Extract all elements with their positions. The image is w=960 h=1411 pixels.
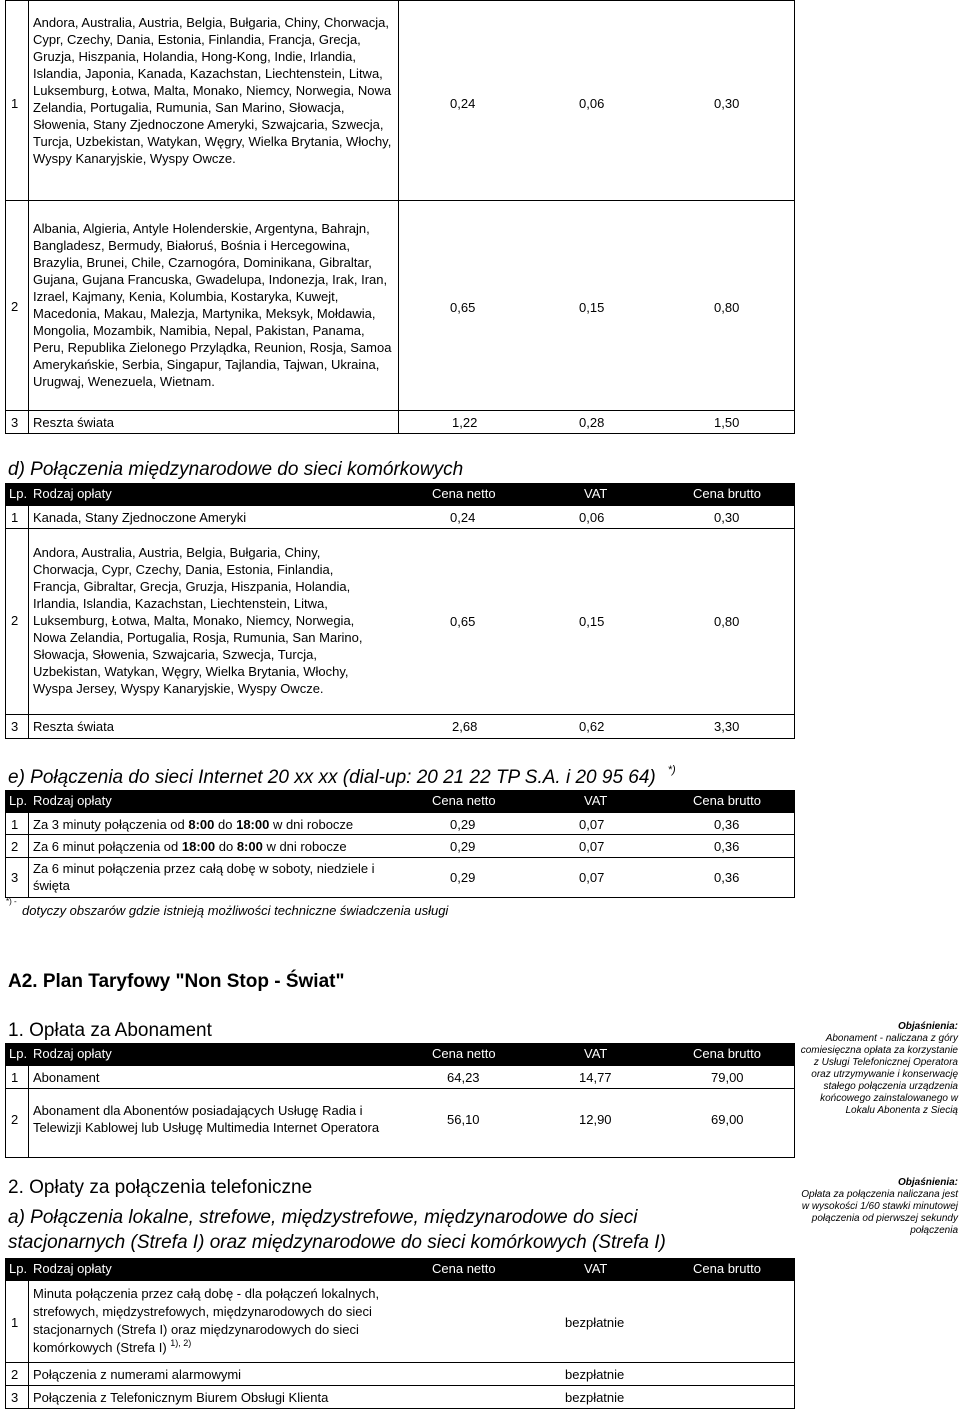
price-brutto: 3,30 xyxy=(714,719,740,734)
row-lp: 3 xyxy=(11,415,19,430)
price-netto: 0,29 xyxy=(450,839,476,854)
price-vat: 0,06 xyxy=(579,510,605,525)
row-lp: 2 xyxy=(11,613,19,628)
header-rodzaj: Rodzaj opłaty xyxy=(33,793,112,808)
price-netto: 1,22 xyxy=(452,415,478,430)
table-header xyxy=(5,1043,795,1065)
price-vat: 0,07 xyxy=(579,839,605,854)
price-brutto: 0,80 xyxy=(714,614,740,629)
row-lp: 3 xyxy=(11,719,19,734)
header-vat: VAT xyxy=(584,1046,608,1061)
row-lp: 2 xyxy=(11,839,19,854)
section-2-subtitle: a) Połączenia lokalne, strefowe, międzystrefowe, międzynarodowe do sieci stacjonarnych (Strefa I) oraz międzynarodowe do sieci komórkowych (Strefa I) xyxy=(8,1207,666,1253)
table-header xyxy=(5,790,795,812)
header-brutto: Cena brutto xyxy=(693,1046,761,1061)
header-netto: Cena netto xyxy=(432,1261,496,1276)
country-list: Albania, Algieria, Antyle Holenderskie, Argentyna, Bahrajn, Bangladesz, Bermudy, Białoruś, Bośnia i Hercegowina, Brazylia, Brunei, Chile, Czarnogóra, Dominikana, Gibraltar, Gujana, Gujana Francuska, Gwadelupa, Indonezja, Irak, Iran, Izrael, Kajmany, Kenia, Kolumbia, Kostaryka, Kuwejt, Macedonia, Makau, Malezja, Martynika, Meksyk, Mołdawia, Mongolia, Mozambik, Namibia, Nepal, Pakistan, Panama, Peru, Republika Zielonego Przylądka, Reunion, Rosja, Samoa Amerykańskie, Serbia, Singapur, Tajlandia, Tajwan, Ukraina, Urugwaj, Wenezuela, Wietnam. xyxy=(33,221,392,389)
price-brutto: 79,00 xyxy=(711,1070,744,1085)
row-lp: 1 xyxy=(11,1070,19,1085)
price-vat: 0,07 xyxy=(579,817,605,832)
calls-note xyxy=(798,1177,958,1237)
header-lp: Lp. xyxy=(9,1046,28,1061)
row-label: Za 6 minut połączenia przez całą dobę w soboty, niedziele i święta xyxy=(33,861,375,893)
section-e-title-text: e) Połączenia do sieci Internet 20 xx xx (dial-up: 20 21 22 TP S.A. i 20 95 64) xyxy=(8,767,656,788)
header-vat: VAT xyxy=(584,793,608,808)
row-label: Za 3 minuty połączenia od 8:00 do 18:00 w dni robocze xyxy=(33,817,354,832)
price-vat: 0,28 xyxy=(579,415,605,430)
price-free: bezpłatnie xyxy=(565,1367,625,1382)
row-label: Abonament dla Abonentów posiadających Usługę Radia i Telewizji Kablowej lub Usługę Multimedia Internet Operatora xyxy=(33,1103,380,1135)
row-lp: 1 xyxy=(11,817,19,832)
row-lp: 2 xyxy=(11,1367,19,1382)
header-rodzaj: Rodzaj opłaty xyxy=(33,1261,112,1276)
header-vat: VAT xyxy=(584,1261,608,1276)
header-lp: Lp. xyxy=(9,1261,28,1276)
section-2-title: 2. Opłaty za połączenia telefoniczne xyxy=(8,1177,313,1198)
row-label: Abonament xyxy=(33,1070,100,1085)
price-free: bezpłatnie xyxy=(565,1315,625,1330)
row-label: Połączenia z Telefonicznym Biurem Obsługi Klienta xyxy=(33,1390,329,1405)
header-netto: Cena netto xyxy=(432,1046,496,1061)
header-netto: Cena netto xyxy=(432,793,496,808)
header-brutto: Cena brutto xyxy=(693,486,761,501)
price-vat: 0,07 xyxy=(579,870,605,885)
price-brutto: 0,30 xyxy=(714,510,740,525)
price-netto: 56,10 xyxy=(447,1112,480,1127)
header-rodzaj: Rodzaj opłaty xyxy=(33,1046,112,1061)
table-header xyxy=(5,483,795,505)
section-d-title: d) Połączenia międzynarodowe do sieci komórkowych xyxy=(8,459,464,480)
price-brutto: 0,36 xyxy=(714,870,740,885)
row-label: Reszta świata xyxy=(33,719,114,734)
header-netto: Cena netto xyxy=(432,486,496,501)
price-netto: 0,65 xyxy=(450,614,476,629)
price-brutto: 1,50 xyxy=(714,415,740,430)
subscription-note xyxy=(798,1021,958,1117)
row-lp: 3 xyxy=(11,870,19,885)
note-text: Abonament - naliczana z góry comiesięczna opłata za korzystanie z Usługi Telefonicznej Operatora oraz utrzymywanie i konserwację stałego połączenia urządzenia końcowego zainstalowanego w Lokalu Abonenta z Siecią xyxy=(800,1033,958,1116)
table-header xyxy=(5,1258,795,1280)
price-brutto: 0,36 xyxy=(714,839,740,854)
row-lp: 3 xyxy=(11,1390,19,1405)
row-label: Połączenia z numerami alarmowymi xyxy=(33,1367,242,1382)
header-brutto: Cena brutto xyxy=(693,793,761,808)
header-rodzaj: Rodzaj opłaty xyxy=(33,486,112,501)
header-lp: Lp. xyxy=(9,793,28,808)
note-title: Objaśnienia: xyxy=(897,1177,958,1188)
row-lp: 2 xyxy=(11,1112,19,1127)
price-netto: 0,24 xyxy=(450,96,476,111)
row-lp: 2 xyxy=(11,299,19,314)
price-netto: 0,29 xyxy=(450,870,476,885)
row-lp: 1 xyxy=(11,96,19,111)
header-lp: Lp. xyxy=(9,486,28,501)
price-netto: 0,29 xyxy=(450,817,476,832)
row-label: Kanada, Stany Zjednoczone Ameryki xyxy=(33,510,247,525)
note-title: Objaśnienia: xyxy=(897,1021,958,1032)
price-vat: 12,90 xyxy=(579,1112,612,1127)
price-vat: 0,06 xyxy=(579,96,605,111)
price-vat: 14,77 xyxy=(579,1070,612,1085)
country-list: Andora, Australia, Austria, Belgia, Bułgaria, Chiny, Chorwacja, Cypr, Czechy, Dania, Estonia, Finlandia, Francja, Grecja, Gruzja, Hiszpania, Holandia, Hong-Kong, Indie, Irlandia, Islandia, Japonia, Kanada, Kazachstan, Liechtenstein, Litwa, Luksemburg, Łotwa, Malta, Monako, Niemcy, Norwegia, Nowa Zelandia, Portugalia, Rumunia, San Marino, Słowacja, Słowenia, Stany Zjednoczone Ameryki, Szwajcaria, Szwecja, Turcja, Uzbekistan, Watykan, Węgry, Wielka Brytania, Włochy, Wyspy Kanaryjskie, Wyspy Owcze. xyxy=(33,15,392,166)
price-netto: 2,68 xyxy=(452,719,478,734)
header-brutto: Cena brutto xyxy=(693,1261,761,1276)
row-label: Minuta połączenia przez całą dobę - dla połączeń lokalnych, strefowych, międzystrefowych, międzynarodowych do sieci stacjonarnych (Strefa I) oraz międzynarodowych do sieci komórkowych (Strefa I) $^{1), 2)}$ xyxy=(33,1286,380,1355)
price-vat: 0,62 xyxy=(579,719,605,734)
row-lp: 1 xyxy=(11,510,19,525)
section-e-title xyxy=(8,764,676,789)
price-vat: 0,15 xyxy=(579,614,605,629)
footnote: dotyczy obszarów gdzie istnieją możliwości techniczne świadczenia usługi xyxy=(22,903,449,918)
price-brutto: 0,30 xyxy=(714,96,740,111)
price-free: bezpłatnie xyxy=(565,1390,625,1405)
price-netto: 64,23 xyxy=(447,1070,480,1085)
footnote-mark: *) - xyxy=(6,897,17,906)
price-brutto: 0,36 xyxy=(714,817,740,832)
country-list: Andora, Australia, Austria, Belgia, Bułgaria, Chiny, Chorwacja, Cypr, Czechy, Dania, Estonia, Finlandia, Francja, Gibraltar, Grecja, Gruzja, Hiszpania, Holandia, Irlandia, Islandia, Kazachstan, Liechtenstein, Litwa, Luksemburg, Łotwa, Malta, Monako, Niemcy, Norwegia, Nowa Zelandia, Portugalia, Rosja, Rumunia, San Marino, Słowacja, Słowenia, Szwajcaria, Szwecja, Turcja, Uzbekistan, Watykan, Węgry, Wielka Brytania, Włochy, Wyspa Jersey, Wyspy Kanaryjskie, Wyspy Owcze. xyxy=(33,545,363,696)
row-label: Reszta świata xyxy=(33,415,114,430)
price-brutto: 69,00 xyxy=(711,1112,744,1127)
row-label: Za 6 minut połączenia od 18:00 do 8:00 w dni robocze xyxy=(33,839,347,854)
header-vat: VAT xyxy=(584,486,608,501)
price-netto: 0,65 xyxy=(450,300,476,315)
section-1-title: 1. Opłata za Abonament xyxy=(8,1020,212,1041)
note-text: Opłata za połączenia naliczana jest w wysokości 1/60 stawki minutowej połączenia od pierwszej sekundy połączenia xyxy=(801,1189,958,1236)
price-vat: 0,15 xyxy=(579,300,605,315)
row-lp: 1 xyxy=(11,1315,19,1330)
price-netto: 0,24 xyxy=(450,510,476,525)
plan-title: A2. Plan Taryfowy "Non Stop - Świat" xyxy=(8,971,345,992)
price-brutto: 0,80 xyxy=(714,300,740,315)
section-e-title-sup: *) xyxy=(667,764,676,776)
